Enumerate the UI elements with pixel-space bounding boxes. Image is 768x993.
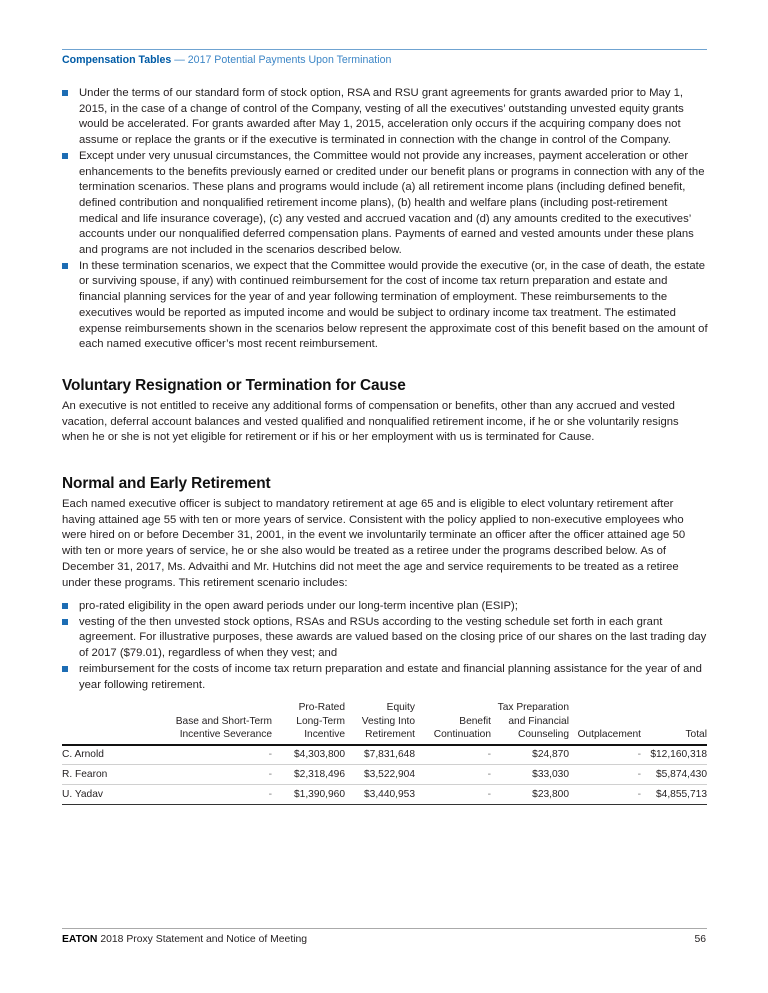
cell-base-severance: - bbox=[142, 765, 272, 785]
cell-base-severance: - bbox=[142, 745, 272, 765]
cell-tax-prep: $24,870 bbox=[491, 745, 569, 765]
col-header-tax-prep: Tax Preparation and Financial Counseling bbox=[491, 701, 569, 745]
page-number: 56 bbox=[694, 934, 706, 945]
retirement-body: Each named executive officer is subject to mandatory retirement at age 65 and is eligible to elect voluntary retirement after having attained age 55 with ten or more years of service. Consistent with the policy applied to non-executive employees who were hired on or before December 31, 2001, in the event we involuntarily terminate an officer after the officer attained age 50 with ten or more years of service, he or she also would be treated as a retiree under the programs described below. As of December 31, 2017, Ms. Advaithi and Mr. Hutchins did not meet the age and service requirements to be treated as a retiree under these programs. This retirement scenario includes: bbox=[62, 498, 686, 589]
bullet-text: In these termination scenarios, we expect that the Committee would provide the executive (or, in the case of death, the estate or surviving spouse, if any) with continued reimbursement for the cost of income tax return preparation and estate and financial planning services for the year of and year following termination of employment. These reimbursements to the executives would be reported as imputed income and would be subject to ordinary income tax treatment. The estimated expense reimbursements shown in the scenarios below represent the approximate cost of this benefit based on the amount of each named executive officer’s most recent reimbursement. bbox=[79, 259, 708, 351]
list-item bbox=[62, 149, 708, 259]
bullet-text: Under the terms of our standard form of stock option, RSA and RSU grant agreements for grants awarded prior to May 1, 2015, in the case of a change of control of the Company, vesting of all the executives’ outstanding unvested equity grants would be accelerated. For grants awarded after May 1, 2015, acceleration only occurs if the acquiring company does not assume or replace the grants or if the executive is terminated in connection with the change in control of the Company. bbox=[79, 87, 684, 147]
section-title: Compensation Tables bbox=[62, 54, 172, 66]
voluntary-heading: Voluntary Resignation or Termination for Cause bbox=[62, 377, 406, 394]
table-row bbox=[62, 785, 707, 805]
intro-bullet-list bbox=[62, 86, 708, 353]
cell-benefit-continuation: - bbox=[415, 765, 491, 785]
cell-benefit-continuation: - bbox=[415, 785, 491, 805]
bullet-text: reimbursement for the costs of income tax return preparation and estate and financial planning assistance for the year of and year following retirement. bbox=[79, 662, 702, 691]
voluntary-body: An executive is not entitled to receive any additional forms of compensation or benefits, other than any accrued and vested vacation, deferral account balances and vested qualified and nonqualified retirement income, if he or she voluntarily resigns when he or she is not yet eligible for retirement or if his or her employment with us is terminated for Cause. bbox=[62, 400, 679, 444]
cell-outplacement: - bbox=[569, 785, 641, 805]
cell-tax-prep: $33,030 bbox=[491, 765, 569, 785]
running-header bbox=[62, 54, 391, 66]
cell-name: R. Fearon bbox=[62, 765, 142, 785]
cell-total: $4,855,713 bbox=[641, 785, 707, 805]
cell-outplacement: - bbox=[569, 745, 641, 765]
col-header-benefit-continuation: Benefit Continuation bbox=[415, 701, 491, 745]
brand-name: EATON bbox=[62, 934, 98, 945]
cell-pro-rated-lti: $1,390,960 bbox=[272, 785, 345, 805]
retirement-payments-table bbox=[62, 701, 707, 805]
square-bullet-icon bbox=[62, 603, 68, 609]
cell-equity-vesting: $3,522,904 bbox=[345, 765, 415, 785]
list-item bbox=[62, 662, 708, 693]
document-title: 2018 Proxy Statement and Notice of Meeting bbox=[100, 934, 308, 945]
table-row bbox=[62, 765, 707, 785]
col-header-base-severance: Base and Short-Term Incentive Severance bbox=[142, 701, 272, 745]
list-item bbox=[62, 259, 708, 353]
square-bullet-icon bbox=[62, 666, 68, 672]
list-item bbox=[62, 86, 708, 149]
footer-title bbox=[62, 934, 307, 945]
col-header-pro-rated-lti: Pro-Rated Long-Term Incentive bbox=[272, 701, 345, 745]
col-header-equity-vesting: Equity Vesting Into Retirement bbox=[345, 701, 415, 745]
cell-equity-vesting: $3,440,953 bbox=[345, 785, 415, 805]
col-header-outplacement: Outplacement bbox=[569, 701, 641, 745]
list-item bbox=[62, 599, 708, 615]
cell-outplacement: - bbox=[569, 765, 641, 785]
cell-equity-vesting: $7,831,648 bbox=[345, 745, 415, 765]
cell-pro-rated-lti: $2,318,496 bbox=[272, 765, 345, 785]
section-subtitle: — 2017 Potential Payments Upon Termination bbox=[174, 54, 392, 66]
bullet-text: Except under very unusual circumstances, the Committee would not provide any increases, payment acceleration or other enhancements to the benefits previously earned or credited under our benefit plans or programs in connection with any of the termination scenarios. These plans and programs would include (a) all retirement income plans (including defined benefit, defined contribution and nonqualified retirement income plans), (b) health and welfare plans (including post-retirement medical and life insurance coverage), (c) any vested and accrued vacation and (d) any amounts credited to the executives’ accounts under our nonqualified deferred compensation plans. Payments of earned and vested amounts under these plans and programs are not included in the scenarios described below. bbox=[79, 149, 705, 257]
square-bullet-icon bbox=[62, 90, 68, 96]
square-bullet-icon bbox=[62, 619, 68, 625]
retirement-bullet-list bbox=[62, 599, 708, 693]
col-header-total: Total bbox=[641, 701, 707, 745]
cell-name: C. Arnold bbox=[62, 745, 142, 765]
table-header-row bbox=[62, 701, 707, 745]
retirement-heading: Normal and Early Retirement bbox=[62, 475, 271, 492]
footer-rule bbox=[62, 928, 707, 929]
cell-name: U. Yadav bbox=[62, 785, 142, 805]
square-bullet-icon bbox=[62, 263, 68, 269]
bullet-text: pro-rated eligibility in the open award periods under our long-term incentive plan (ESIP); bbox=[79, 600, 518, 612]
cell-tax-prep: $23,800 bbox=[491, 785, 569, 805]
col-header-name bbox=[62, 701, 142, 745]
cell-base-severance: - bbox=[142, 785, 272, 805]
cell-pro-rated-lti: $4,303,800 bbox=[272, 745, 345, 765]
table-row bbox=[62, 745, 707, 765]
header-rule bbox=[62, 49, 707, 50]
bullet-text: vesting of the then unvested stock options, RSAs and RSUs according to the vesting schedule set forth in each grant agreement. For illustrative purposes, these awards are valued based on the closing price of our shares on the last trading day of 2017 ($79.01), regardless of when they vest; and bbox=[79, 615, 707, 660]
cell-benefit-continuation: - bbox=[415, 745, 491, 765]
cell-total: $12,160,318 bbox=[641, 745, 707, 765]
cell-total: $5,874,430 bbox=[641, 765, 707, 785]
square-bullet-icon bbox=[62, 153, 68, 159]
list-item bbox=[62, 615, 708, 662]
